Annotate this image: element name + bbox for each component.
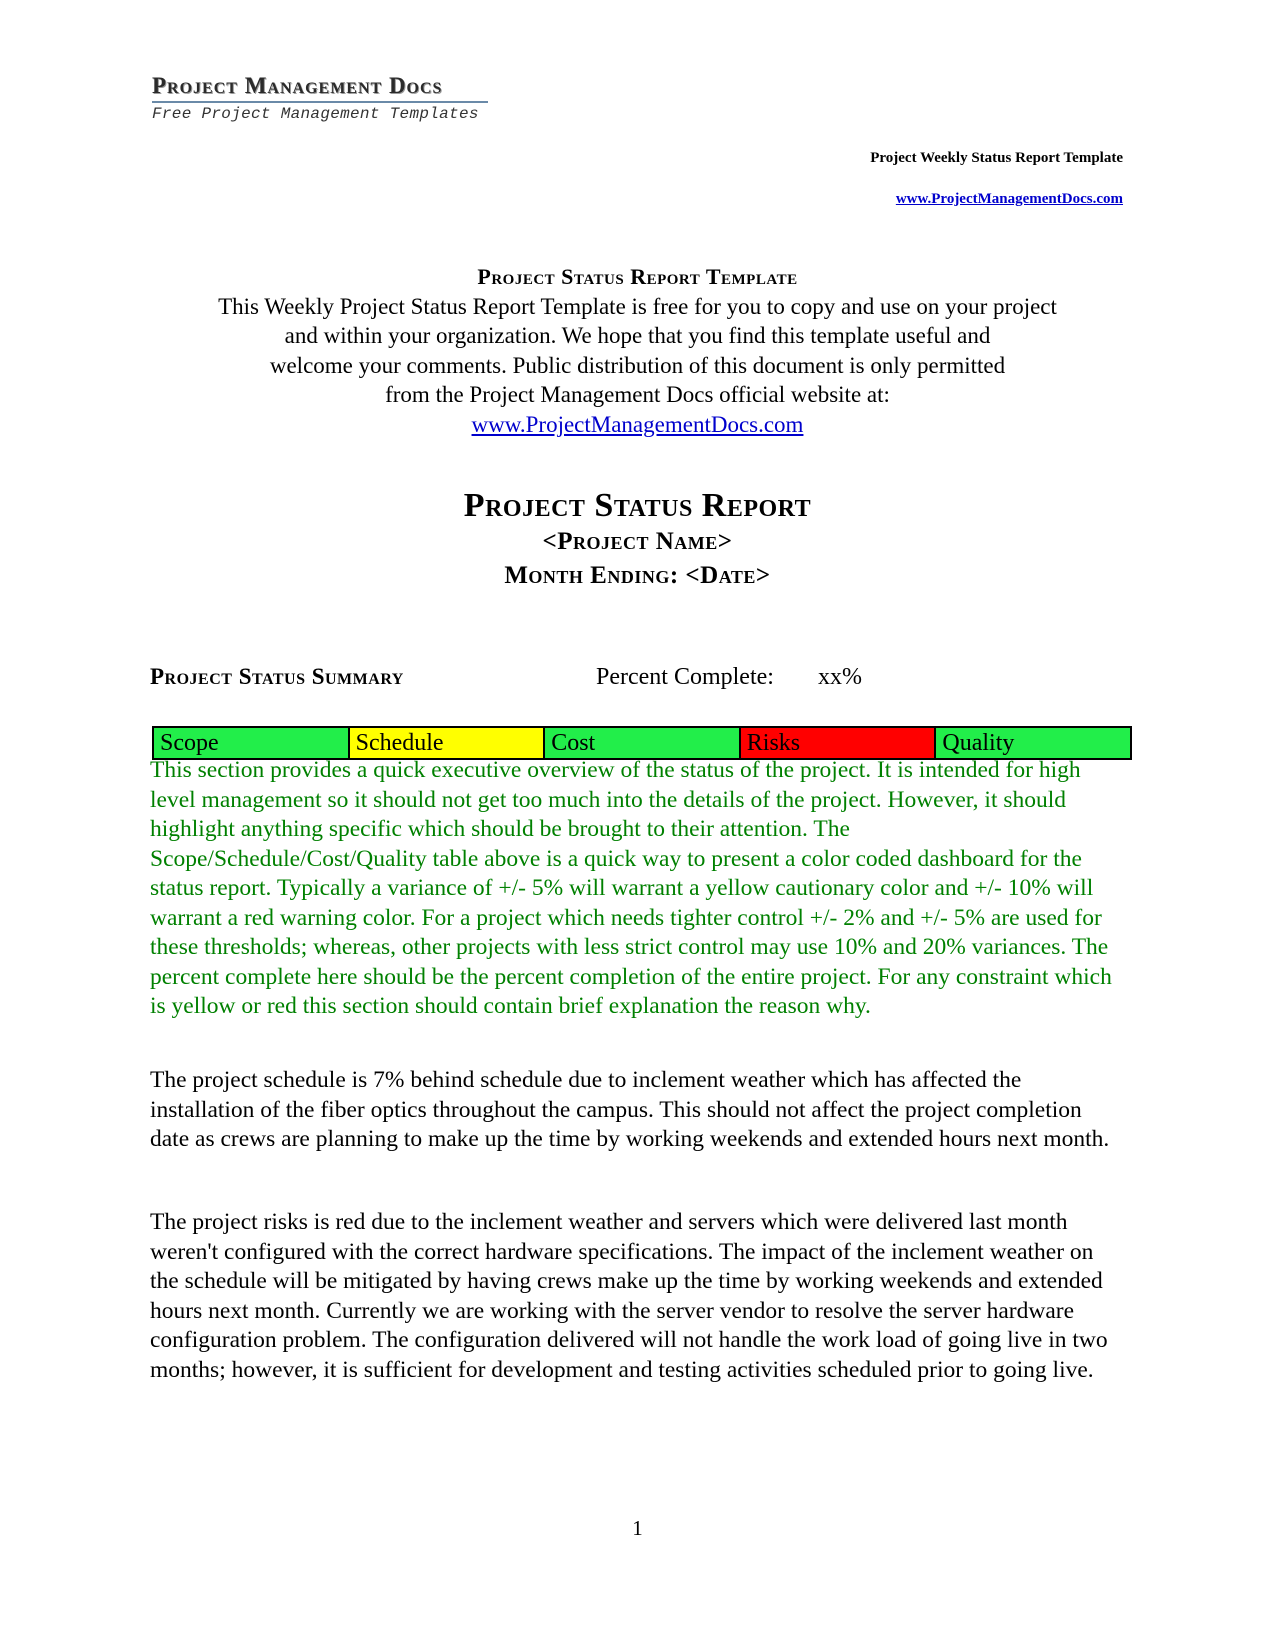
project-name: <Project Name> (542, 528, 733, 555)
percent-complete-value: xx% (818, 664, 862, 690)
status-cell-schedule: Schedule (349, 727, 545, 759)
month-ending: Month Ending: <Date> (504, 562, 771, 589)
header-doc-title: Project Weekly Status Report Template (870, 150, 1123, 166)
percent-complete-label: Percent Complete: (596, 664, 774, 690)
intro-website-link[interactable]: www.ProjectManagementDocs.com (471, 411, 804, 437)
report-title: Project Status Report (463, 487, 812, 524)
intro-block (150, 262, 1125, 439)
summary-heading: Project Status Summary (150, 664, 404, 689)
logo (152, 72, 492, 125)
intro-line: This Weekly Project Status Report Template is free for you to copy and use on your project (218, 293, 1057, 319)
status-cell-risks: Risks (740, 727, 936, 759)
page-number: 1 (632, 1516, 643, 1540)
status-row (153, 727, 1131, 759)
intro-line: and within your organization. We hope that you find this template useful and (284, 323, 991, 348)
intro-line: welcome your comments. Public distribution of this document is only permitted (269, 352, 1006, 378)
status-dashboard-table (152, 726, 1132, 760)
header-website-link[interactable]: www.ProjectManagementDocs.com (895, 191, 1123, 207)
guidance-paragraph: This section provides a quick executive overview of the status of the project. It is intended for high level management so it should not get too much into the details of the project. However, it should highlight anything specific which should be brought to their attention. The Scope/Schedule/Cost/Quality table above is a quick way to present a color coded dashboard for the status report. Typically a variance of +/- 5% will warrant a yellow cautionary color and +/- 10% will warrant a red warning color. For a project which needs tighter control +/- 2% and +/- 5% are used for these thresholds; whereas, other projects with less strict control may use 10% and 20% variances. The percent complete here should be the percent completion of the entire project. For any constraint which is yellow or red this section should contain brief explanation the reason why. (150, 757, 1112, 1019)
risks-paragraph: The project risks is red due to the inclement weather and servers which were delivered last month weren't configured with the correct hardware specifications. The impact of the inclement weather on the schedule will be mitigated by having crews make up the time by working weekends and extended hours next month. Currently we are working with the server vendor to resolve the server hardware configuration problem. The configuration delivered will not handle the work load of going live in two months; however, it is sufficient for development and testing activities scheduled prior to going live. (150, 1209, 1108, 1383)
intro-line: from the Project Management Docs official website at: (385, 382, 890, 407)
status-cell-scope: Scope (153, 727, 349, 759)
logo-title: Project Management Docs (152, 73, 443, 98)
status-cell-quality: Quality (935, 727, 1131, 759)
schedule-paragraph: The project schedule is 7% behind schedule due to inclement weather which has affected the installation of the fiber optics throughout the campus. This should not affect the project completion date as crews are planning to make up the time by working weekends and extended hours next month. (150, 1067, 1110, 1152)
intro-title: Project Status Report Template (477, 264, 798, 289)
logo-subtitle: Free Project Management Templates (152, 105, 479, 123)
status-cell-cost: Cost (544, 727, 740, 759)
